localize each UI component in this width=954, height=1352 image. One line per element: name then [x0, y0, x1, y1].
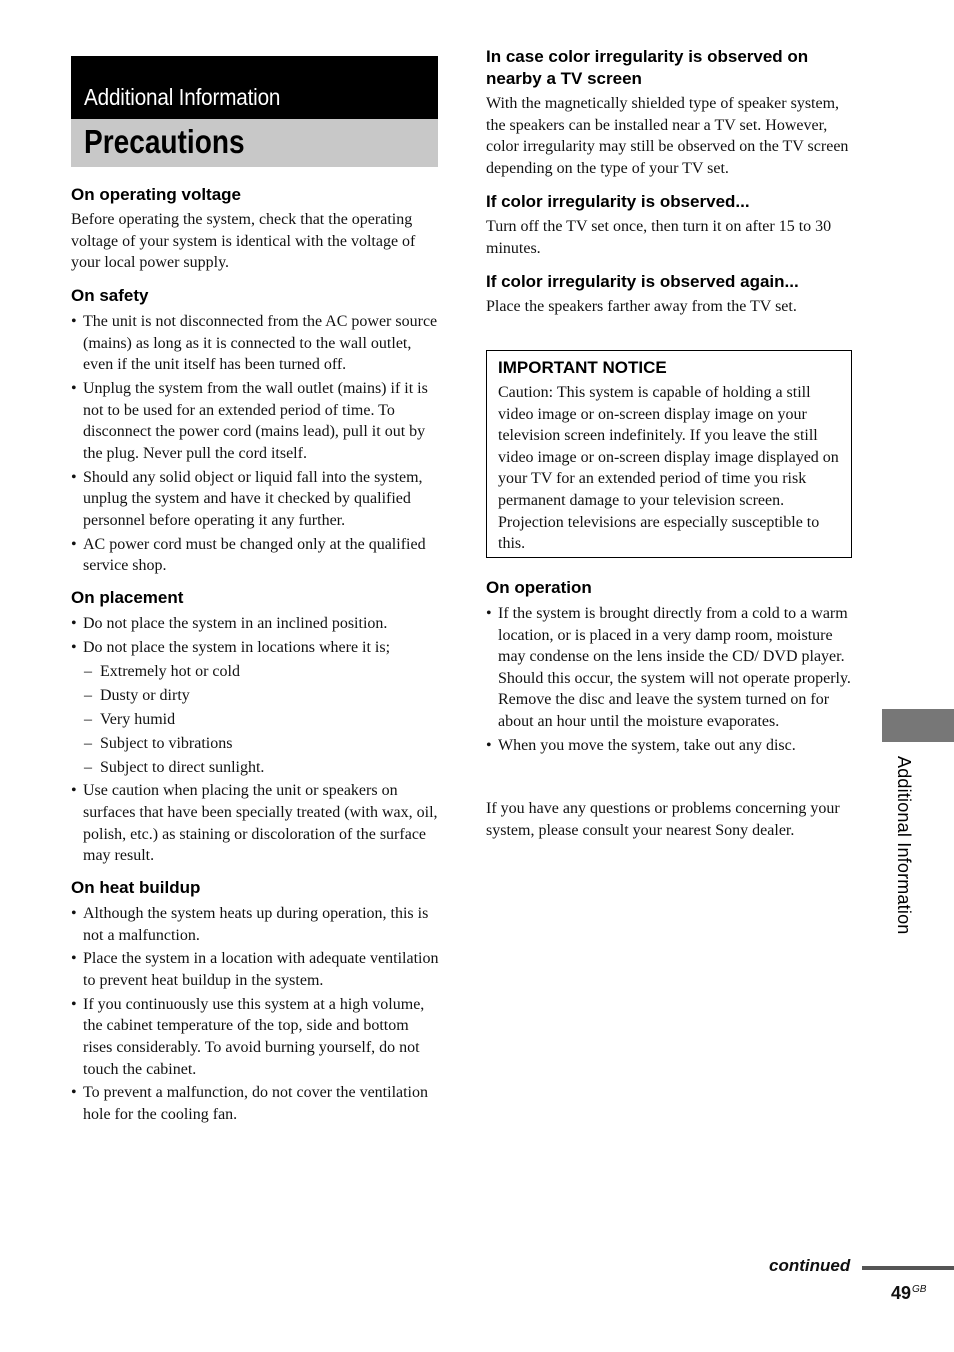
list-item: • Should any solid object or liquid fall into the system, unplug the system and have it checked by qualified personnel before operating it any further.: [71, 467, 439, 532]
operation-list: [486, 603, 854, 756]
placement-section: [71, 587, 439, 869]
list-item: • Although the system heats up during operation, this is not a malfunction.: [71, 903, 439, 946]
color-heading: In case color irregularity is observed on nearby a TV screen: [486, 47, 809, 88]
again-text: Place the speakers farther away from the TV set.: [486, 298, 797, 315]
continued-rule: [862, 1266, 954, 1270]
heat-list: [71, 903, 439, 1126]
continued-label: continued: [769, 1256, 851, 1275]
safety-heading: On safety: [71, 286, 149, 305]
list-item: • When you move the system, take out any disc.: [486, 735, 854, 757]
safety-list: [71, 311, 439, 577]
voltage-heading: On operating voltage: [71, 185, 242, 204]
list-item: • To prevent a malfunction, do not cover the ventilation hole for the cooling fan.: [71, 1082, 439, 1125]
section-tab-marker: [882, 709, 954, 742]
color-section: [486, 46, 854, 179]
heat-heading: On heat buildup: [71, 878, 201, 897]
safety-section: [71, 285, 439, 579]
important-notice-box: [486, 350, 852, 558]
observed-text: Turn off the TV set once, then turn it on after 15 to 30 minutes.: [486, 218, 832, 257]
operation-section: [486, 577, 854, 759]
placement-heading: On placement: [71, 588, 184, 607]
section-header-band: [71, 56, 438, 119]
notice-heading: IMPORTANT NOTICE: [498, 358, 667, 377]
list-item: • Place the system in a location with adequate ventilation to prevent heat buildup in the system.: [71, 948, 439, 991]
observed-heading: If color irregularity is observed...: [486, 192, 750, 211]
closing-text: If you have any questions or problems concerning your system, please consult your nearest Sony dealer.: [486, 800, 840, 839]
sub-list-item: – Subject to vibrations: [71, 733, 439, 755]
page-number-value: 49: [891, 1283, 912, 1303]
heat-section: [71, 877, 439, 1128]
list-item: • AC power cord must be changed only at the qualified service shop.: [71, 534, 439, 577]
voltage-section: [71, 184, 439, 274]
page-number-suffix: GB: [912, 1284, 927, 1295]
list-item: • If you continuously use this system at a high volume, the cabinet temperature of the top, side and bottom rises considerably. To avoid burning yourself, do not touch the cabinet.: [71, 994, 439, 1080]
section-title: Additional Information: [84, 84, 281, 110]
list-item: • The unit is not disconnected from the AC power source (mains) as long as it is connected to the wall outlet, even if the unit itself has been turned off.: [71, 311, 439, 376]
observed-section: [486, 191, 854, 259]
sub-list-item: – Very humid: [71, 709, 439, 731]
list-item: • Do not place the system in locations where it is;: [71, 637, 439, 659]
page-title-band: [71, 119, 438, 167]
operation-heading: On operation: [486, 578, 592, 597]
sub-list-item: – Subject to direct sunlight.: [71, 757, 439, 779]
sub-list-item: – Dusty or dirty: [71, 685, 439, 707]
sub-list-item: – Extremely hot or cold: [71, 661, 439, 683]
list-item: • Use caution when placing the unit or speakers on surfaces that have been specially treated (with wax, oil, polish, etc.) as staining or discoloration of the surface may result.: [71, 780, 439, 866]
notice-text: Caution: This system is capable of holding a still video image or on-screen display image on your television screen indefinitely. If you leave the still video image or on-screen display image displayed on your TV for an extended period of time you risk permanent damage to your television screen. Projection televisions are especially susceptible to this.: [498, 384, 839, 553]
side-section-label: Additional Information: [894, 756, 914, 935]
voltage-text: Before operating the system, check that the operating voltage of your system is identical with the voltage of your local power supply.: [71, 211, 416, 272]
page-title: Precautions: [84, 123, 245, 160]
placement-list: [71, 613, 439, 867]
color-text: With the magnetically shielded type of speaker system, the speakers can be installed near a TV set. However, color irregularity may still be observed on the TV screen depending on the type of your TV set.: [486, 95, 849, 177]
page-number: [891, 1283, 926, 1304]
again-heading: If color irregularity is observed again...: [486, 272, 799, 291]
list-item: • If the system is brought directly from a cold to a warm location, or is placed in a very damp room, moisture may condense on the lens inside the CD/ DVD player. Should this occur, the system will not operate properly. Remove the disc and leave the system turned on for about an hour until the moisture evaporates.: [486, 603, 854, 733]
list-item: • Unplug the system from the wall outlet (mains) if it is not to be used for an extended period of time. To disconnect the power cord (mains lead), pull it out by the plug. Never pull the cord itself.: [71, 378, 439, 464]
again-section: [486, 271, 854, 318]
list-item: • Do not place the system in an inclined position.: [71, 613, 439, 635]
